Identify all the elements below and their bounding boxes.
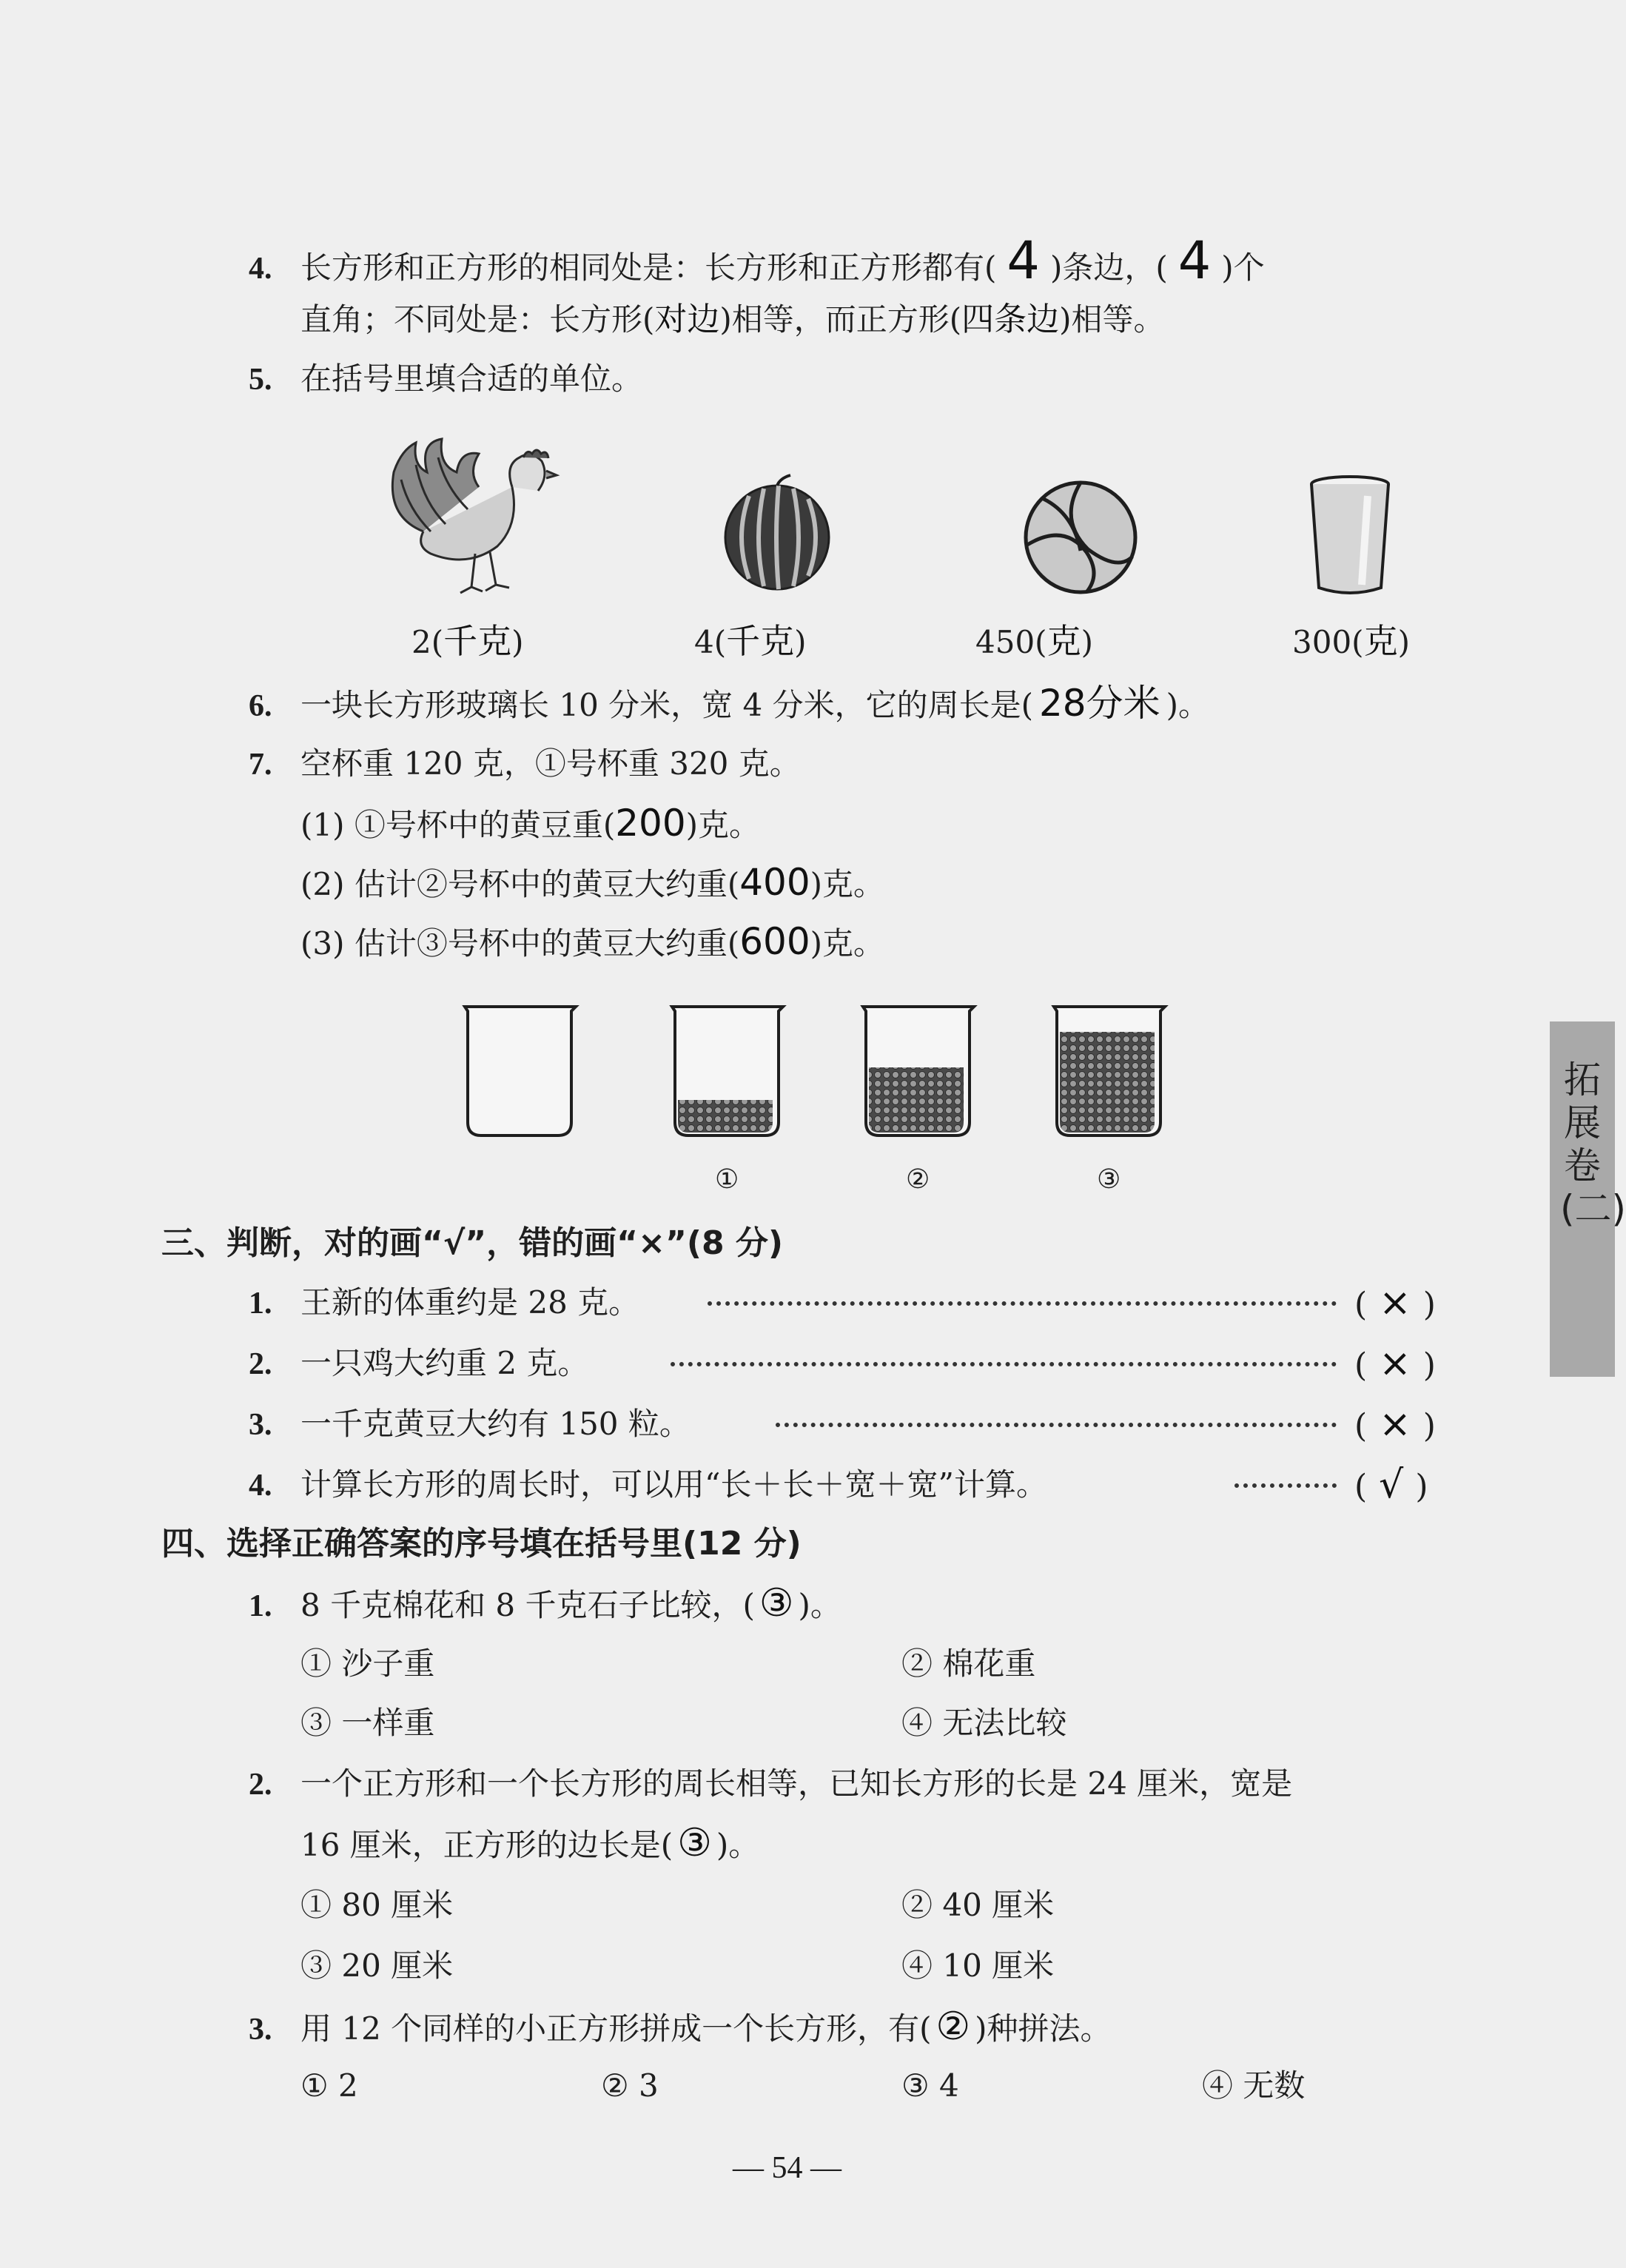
judge-answer-2: ( × ) xyxy=(1354,1341,1436,1386)
page-number: — 54 — xyxy=(733,2151,841,2185)
choice-q2-answer: ③ xyxy=(677,1821,712,1865)
choice-q1-option-3: ③ 一样重 xyxy=(300,1705,435,1741)
choice-q2-option-3: ③ 20 厘米 xyxy=(300,1947,454,1984)
choice-q1: 1. 8 千克棉花和 8 千克石子比较，( ③ )。 xyxy=(249,1581,841,1625)
q6-answer: 28分米 xyxy=(1038,682,1160,725)
beaker-row xyxy=(456,999,1189,1162)
rooster-icon xyxy=(379,435,564,595)
q4-line1: 4. 长方形和正方形的相同处是：长方形和正方形都有( 4 )条边，( 4 )个 xyxy=(249,230,1265,291)
beaker-1 xyxy=(672,1007,783,1135)
cup-label-2: ② xyxy=(906,1164,930,1195)
q4-answer-1: 4 xyxy=(1007,230,1040,291)
choice-q3: 3. 用 12 个同样的小正方形拼成一个长方形，有( ② )种拼法。 xyxy=(249,2004,1112,2049)
judge-answer-3: ( × ) xyxy=(1354,1402,1436,1446)
unit-answer-cup: 300(克) xyxy=(1292,621,1410,661)
cup-label-3: ③ xyxy=(1097,1164,1121,1195)
dot-leader xyxy=(1234,1483,1337,1488)
judge-item-1: 1. 王新的体重约是 28 克。 xyxy=(249,1284,640,1321)
unit-answer-volleyball: 450(克) xyxy=(975,621,1093,661)
choice-q2-option-1: ① 80 厘米 xyxy=(300,1887,454,1923)
q6-line: 6. 一块长方形玻璃长 10 分米，宽 4 分米，它的周长是( 28分米 )。 xyxy=(249,682,1209,727)
dot-leader xyxy=(776,1423,1337,1427)
q4-number: 4. xyxy=(249,252,272,286)
beaker-3 xyxy=(1054,1007,1165,1135)
cup-icon xyxy=(1306,474,1394,597)
choice-q3-option-2: ② 3 xyxy=(601,2067,659,2104)
volleyball-icon xyxy=(1021,478,1140,597)
section3-title: 三、判断，对的画“√”，错的画“×”(8 分) xyxy=(161,1224,784,1262)
q4-answer-4: 四条边 xyxy=(961,301,1060,338)
side-tab-label: 拓展卷(二) xyxy=(1560,1058,1626,1230)
choice-q1-option-4: ④ 无法比较 xyxy=(901,1705,1067,1741)
q5-number: 5. xyxy=(249,363,272,397)
judge-item-2: 2. 一只鸡大约重 2 克。 xyxy=(249,1345,589,1381)
watermelon-icon xyxy=(719,474,838,592)
judge-item-4: 4. 计算长方形的周长时，可以用“长＋长＋宽＋宽”计算。 xyxy=(249,1466,1047,1503)
q4-line2: 直角；不同处是：长方形(对边)相等，而正方形(四条边)相等。 xyxy=(300,301,1165,338)
choice-q2-option-4: ④ 10 厘米 xyxy=(901,1947,1055,1984)
choice-q2-line2: 16 厘米，正方形的边长是( ③ )。 xyxy=(300,1821,760,1865)
q4-answer-2: 4 xyxy=(1177,230,1212,291)
beaker-empty xyxy=(465,1007,576,1135)
choice-q1-option-2: ② 棉花重 xyxy=(901,1645,1036,1682)
choice-q3-option-4: ④ 无数 xyxy=(1202,2067,1306,2104)
unit-answer-rooster: 2(千克) xyxy=(411,621,524,661)
choice-q1-option-1: ① 沙子重 xyxy=(300,1645,435,1682)
choice-q3-answer: ② xyxy=(935,2004,971,2049)
dot-leader xyxy=(708,1301,1337,1306)
cup-label-1: ① xyxy=(715,1164,739,1195)
dot-leader xyxy=(671,1362,1337,1366)
choice-q1-answer: ③ xyxy=(759,1581,794,1625)
choice-q3-option-3: ③ 4 xyxy=(901,2067,959,2104)
q4-answer-3: 对边 xyxy=(654,301,720,338)
judge-item-3: 3. 一千克黄豆大约有 150 粒。 xyxy=(249,1406,691,1442)
q7-line: 7. 空杯重 120 克，①号杯重 320 克。 xyxy=(249,743,801,785)
section4-title: 四、选择正确答案的序号填在括号里(12 分) xyxy=(161,1525,802,1563)
beaker-2 xyxy=(863,1007,974,1135)
choice-q2: 2. 一个正方形和一个长方形的周长相等，已知长方形的长是 24 厘米，宽是 xyxy=(249,1765,1293,1802)
q7-sub-2: (2) 估计②号杯中的黄豆大约重(400)克。 xyxy=(300,861,885,904)
unit-answer-watermelon: 4(千克) xyxy=(694,621,807,661)
q6-number: 6. xyxy=(249,689,272,723)
q7-sub-1: (1) ①号杯中的黄豆重(200)克。 xyxy=(300,802,761,845)
choice-q2-option-2: ② 40 厘米 xyxy=(901,1887,1055,1923)
q7-number: 7. xyxy=(249,748,272,782)
q5-line: 5. 在括号里填合适的单位。 xyxy=(249,358,642,400)
choice-q3-option-1: ① 2 xyxy=(300,2067,358,2104)
judge-answer-1: ( × ) xyxy=(1354,1281,1436,1325)
q7-sub-3: (3) 估计③号杯中的黄豆大约重(600)克。 xyxy=(300,920,885,963)
judge-answer-4: ( √ ) xyxy=(1354,1463,1428,1507)
